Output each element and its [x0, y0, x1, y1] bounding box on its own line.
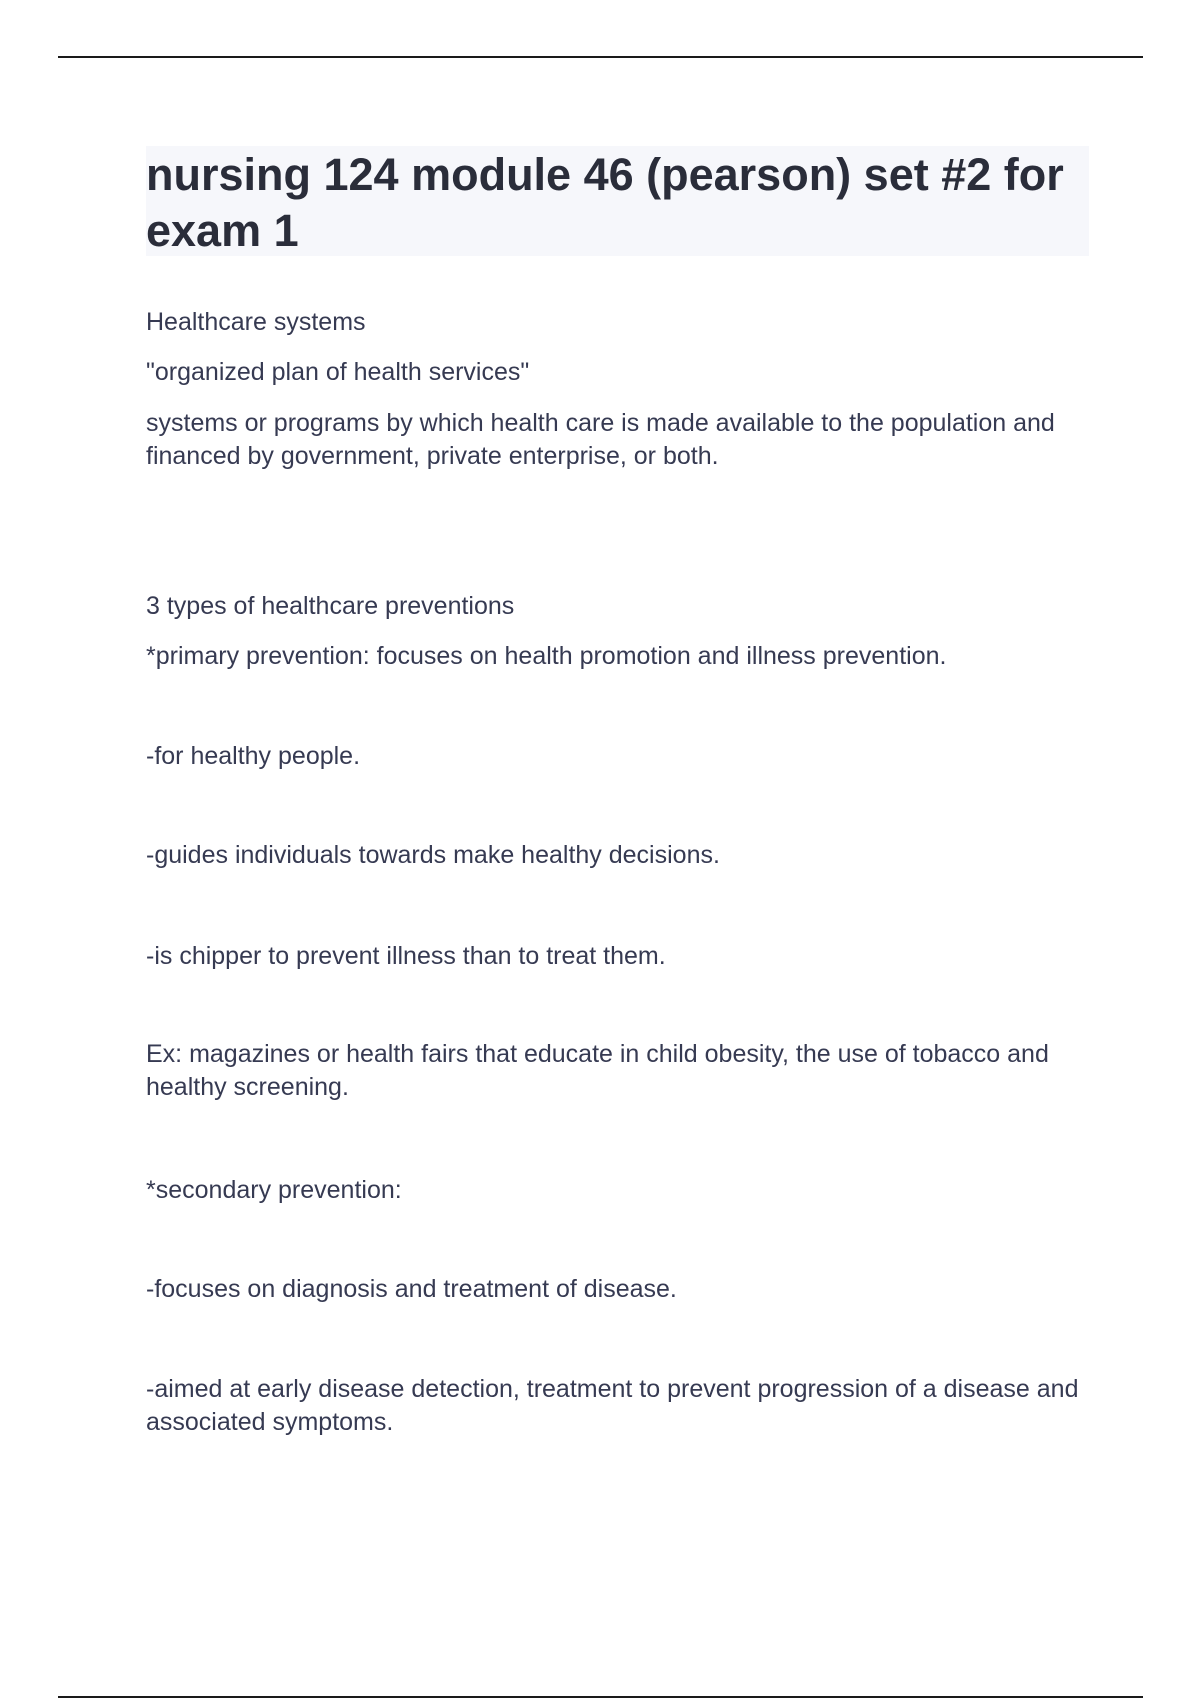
definition-line: "organized plan of health services" — [146, 358, 530, 386]
secondary-prevention: *secondary prevention: — [146, 1176, 402, 1204]
example-paragraph: Ex: magazines or health fairs that educate in child obesity, the use of tobacco and healthy screening. — [146, 1040, 1049, 1101]
bullet-line: -for healthy people. — [146, 742, 361, 770]
bullet-line: -is chipper to prevent illness than to treat them. — [146, 942, 666, 970]
title-banner — [146, 146, 1089, 256]
term-healthcare-systems: Healthcare systems — [146, 308, 366, 336]
term-prevention-types: 3 types of healthcare preventions — [146, 592, 515, 620]
primary-prevention: *primary prevention: focuses on health promotion and illness prevention. — [146, 642, 947, 670]
definition-paragraph: systems or programs by which health care is made available to the population and financed by government, private enterprise, or both. — [146, 409, 1055, 470]
bullet-paragraph: -aimed at early disease detection, treatment to prevent progression of a disease and associated symptoms. — [146, 1375, 1079, 1436]
top-rule — [58, 56, 1143, 58]
bullet-line: -guides individuals towards make healthy decisions. — [146, 841, 720, 869]
bottom-rule — [58, 1696, 1143, 1698]
bullet-line: -focuses on diagnosis and treatment of disease. — [146, 1275, 677, 1303]
page-title: nursing 124 module 46 (pearson) set #2 for exam 1 — [146, 149, 1064, 256]
